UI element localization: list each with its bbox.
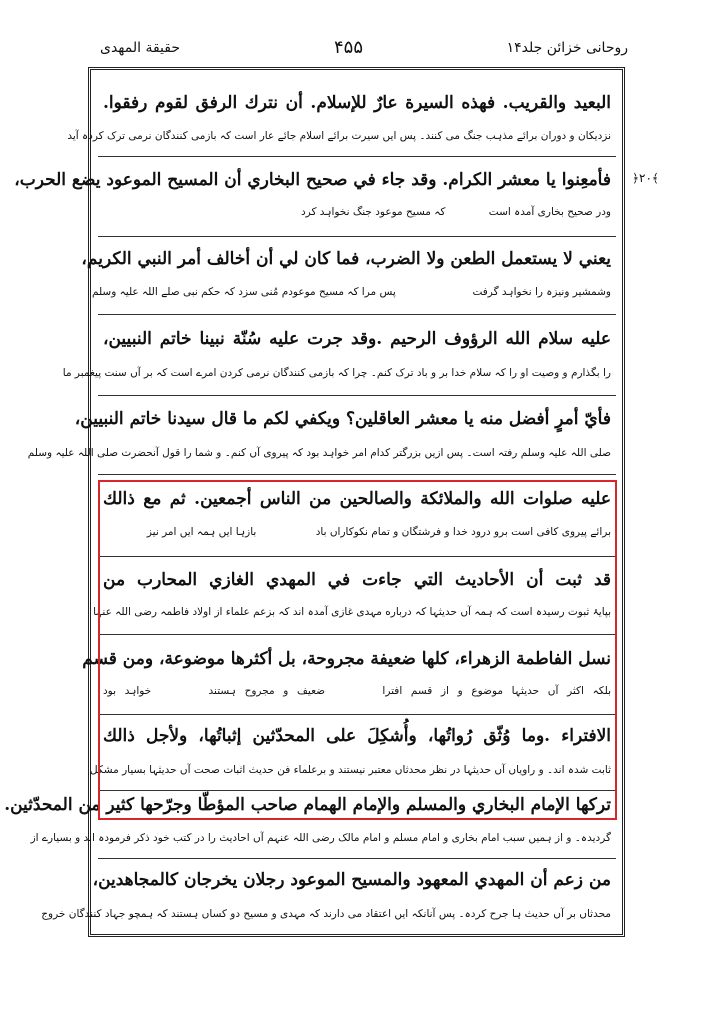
- urdu-line-10: گردیدہ۔ و از ہمیں سبب امام بخاری و امام مسلم و امام مالک رضی اللہ عنہم آں احادیث را در کتب خود ذکر فرمودہ اند و بسیارے از: [30, 832, 611, 844]
- urdu-segment: کہ مسیح موعود جنگ نخواہد کرد: [301, 206, 446, 218]
- arabic-line-7: قد ثبت أن الأحاديث التي جاءت في المهدي الغازي المحارب من: [103, 570, 611, 590]
- arabic-line-2: فأمعِنوا يا معشر الكرام. وقد جاء في صحيح البخاري أن المسيح الموعود يضع الحرب،: [14, 170, 611, 190]
- volume-series: روحانی خزائن جلد۱۴: [506, 40, 628, 56]
- arabic-line-9: الافتراء .وما وُثّق رُواتُها، وأُشكِلَ على المحدّثين إثباتُها، ولأجل ذالك: [103, 726, 611, 746]
- margin-page-marker: ﴿۲۰﴾: [632, 171, 659, 185]
- arabic-line-3: يعني لا يستعمل الطعن ولا الضرب، فما كان لي أن أخالف أمر النبي الكريم،: [81, 249, 611, 269]
- divider: [98, 474, 616, 475]
- urdu-segment: خواہد بود: [103, 685, 152, 697]
- urdu-line-7: بپایۂ ثبوت رسیدہ است کہ ہمہ آں حدیثہا کہ درباره مہدی غازی آمدہ اند کہ بزعم علماء از اولاد فاطمہ رضی اللہ عنہا: [93, 606, 611, 618]
- urdu-line-3: [91, 282, 611, 302]
- urdu-segment: وشمشیر ونیزہ را نخواہد گرفت: [472, 286, 611, 298]
- page-number: ۴۵۵: [334, 37, 364, 58]
- urdu-line-4: را بگذارم و وصیت او را کہ سلام خدا بر و باد ترک کنم۔ چرا کہ بازمی کنندگان نرمی کردن امرے است کہ بر آں سنت پیغمبر ما: [62, 367, 611, 379]
- highlight-box: [4, 480, 617, 820]
- running-header: [100, 37, 628, 68]
- divider: [98, 236, 616, 237]
- urdu-segment: بازہا ایں ہمہ ایں امر نیز: [146, 526, 257, 538]
- arabic-line-4: عليه سلام الله الرؤوف الرحيم .وقد جرت عليه سُنّة نبينا خاتم النبيين،: [103, 329, 611, 349]
- arabic-line-10: تركها الإمام البخاري والمسلم والإمام الهمام صاحب المؤطّا وجرّحها كثير من المحدّثين.: [4, 795, 611, 815]
- arabic-line-5: فأيّ أمرٍ أفضل منه يا معشر العاقلين؟ ويكفي لكم ما قال سيدنا خاتم النبيين،: [74, 409, 611, 429]
- urdu-segment: ضعیف و مجروح ہستند: [208, 685, 326, 697]
- urdu-segment: برائے پیروی کافی است برو درود خدا و فرشتگان و تمام نکوکاراں باد: [315, 526, 611, 538]
- divider: [98, 858, 616, 859]
- arabic-line-8: نسل الفاطمة الزهراء، كلها ضعيفة مجروحة، بل أكثرها موضوعة، ومن قسم: [82, 649, 611, 669]
- urdu-line-2: [103, 202, 611, 222]
- urdu-line-9: ثابت شدہ اند۔ و راویاں آں حدیثہا در نظر محدثاں معتبر نیستند و برعلماء فن حدیث اثبات صحت آں حدیثہا بسیار مشکل: [89, 764, 611, 776]
- urdu-line-1: نزدیکان و دوران برائے مذہب جنگ می کنند۔ پس ایں سیرت برائے اسلام جائے عار است کہ بازمی کنندگان نرمی ترک کردہ آید: [67, 130, 611, 142]
- urdu-segment: بلکہ اکثر آں حدیثہا موضوع و از قسم افترا: [382, 685, 611, 697]
- book-title: حقيقة المهدی: [100, 40, 181, 56]
- divider: [98, 314, 616, 315]
- urdu-line-5: صلی اللہ علیہ وسلم رفتہ است۔ پس ازیں بزرگتر کدام امر خواہد بود کہ پیروی آں کنم۔ و شما را قول آنحضرت صلی اللہ علیہ وسلم: [27, 447, 611, 459]
- arabic-line-11: من زعم أن المهدي المعهود والمسيح الموعود رجلان يخرجان كالمجاهدين،: [92, 870, 611, 890]
- arabic-line-1: البعيد والقريب. فهذه السيرة عارٌ للإسلام. أن نترك الرفق لقوم رفقوا.: [103, 93, 611, 113]
- urdu-line-11: محدثاں بر آں حدیث ہا جرح کردہ۔ پس آنانکہ ایں اعتقاد می دارند کہ مہدی و مسیح دو کساں ہستند کہ ہمچو جہاد کنندگان خروج: [41, 908, 611, 920]
- divider: [98, 156, 616, 157]
- urdu-segment: پس مرا کہ مسیح موعودم مُنی سزد کہ حکم نبی صلے اللہ علیہ وسلم: [91, 286, 396, 298]
- arabic-line-6: عليه صلوات الله والملائكة والصالحين من الناس أجمعين. ثم مع ذالك: [103, 489, 611, 509]
- divider: [98, 395, 616, 396]
- urdu-segment: ودر صحیح بخاری آمدہ است: [488, 206, 611, 218]
